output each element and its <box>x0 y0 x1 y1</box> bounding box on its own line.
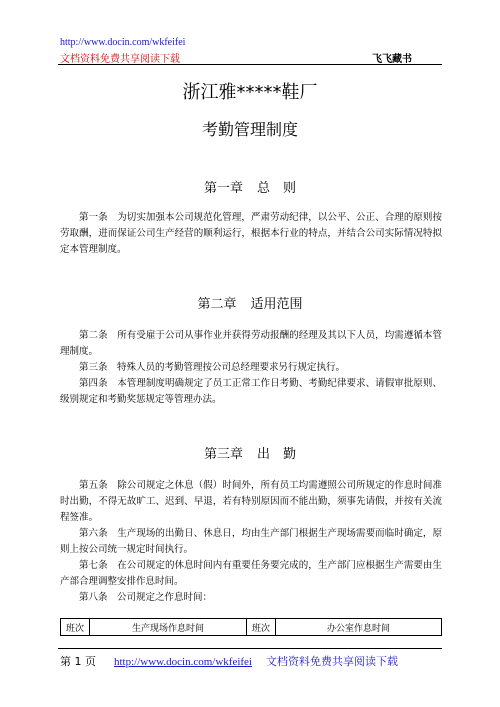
table-header-cell: 生产现场作息时间 <box>90 619 247 636</box>
article-8: 第八条 公司规定之作息时间： <box>79 592 213 603</box>
chapter-number: 第三章 <box>203 447 243 462</box>
chapter-number: 第一章 <box>203 181 243 196</box>
article-1: 第一条 为切实加强本公司规范化管理，严肃劳动纪律，以公平、公正、合理的原则按劳取酬，进而保证公司生产经营的顺利运行，根据本行业的特点，并结合公司实际情况特拟定本管理制度。 <box>60 212 442 255</box>
article-6: 第六条 生产现场的出勤日、休息日，均由生产部门根据生产现场需要而临时确定，原则上按公司统一规定时间执行。 <box>60 528 442 555</box>
article-7: 第七条 在公司规定的休息时间内有重要任务要完成的，生产部门应根据生产需要由生产部合理调整安排作息时间。 <box>60 560 442 587</box>
chapter-heading-2 <box>0 293 500 312</box>
footer-text: 文档资料免费共享阅读下载 <box>265 655 398 668</box>
header-right-text: 飞飞藏书 <box>372 54 412 65</box>
table-header-cell: 班次 <box>61 619 90 636</box>
header-url[interactable]: http://www.docin.com/wkfeifei <box>60 37 186 48</box>
company-title: 浙江雅*****鞋厂 <box>182 82 318 103</box>
footer <box>60 653 398 669</box>
chapter-heading-1 <box>0 177 500 196</box>
table-header-row <box>61 619 442 636</box>
header-divider <box>58 64 442 65</box>
chapter-name: 适用范围 <box>250 297 303 312</box>
article-2: 第二条 所有受雇于公司从事作业并获得劳动报酬的经理及其以下人员，均需遵循本管理制度。 <box>60 330 442 357</box>
footer-url[interactable]: http://www.docin.com/wkfeifei <box>114 656 252 668</box>
schedule-table <box>60 618 442 636</box>
chapter-name: 总 则 <box>257 181 297 196</box>
table-header-cell: 办公室作息时间 <box>276 619 442 636</box>
page-number: 第 1 页 <box>60 655 96 668</box>
footer-divider <box>58 648 442 649</box>
header-left-text: 文档资料免费共享阅读下载 <box>60 54 180 65</box>
table-header-cell: 班次 <box>247 619 276 636</box>
article-5: 第五条 除公司规定之休息（假）时间外，所有员工均需遵照公司所规定的作息时间准时出勤，不得无故旷工、迟到、早退，若有特别原因而不能出勤，须事先请假，并按有关流程签准。 <box>60 480 442 523</box>
chapter-number: 第二章 <box>197 297 237 312</box>
chapter-name: 出 勤 <box>257 447 297 462</box>
article-3: 第三条 特殊人员的考勤管理按公司总经理要求另行规定执行。 <box>79 362 346 373</box>
article-4: 第四条 本管理制度明确规定了员工正常工作日考勤、考勤纪律要求、请假审批原则、级别规定和考勤奖惩规定等管理办法。 <box>60 378 442 405</box>
chapter-heading-3 <box>0 443 500 462</box>
document-title: 考勤管理制度 <box>201 120 298 139</box>
